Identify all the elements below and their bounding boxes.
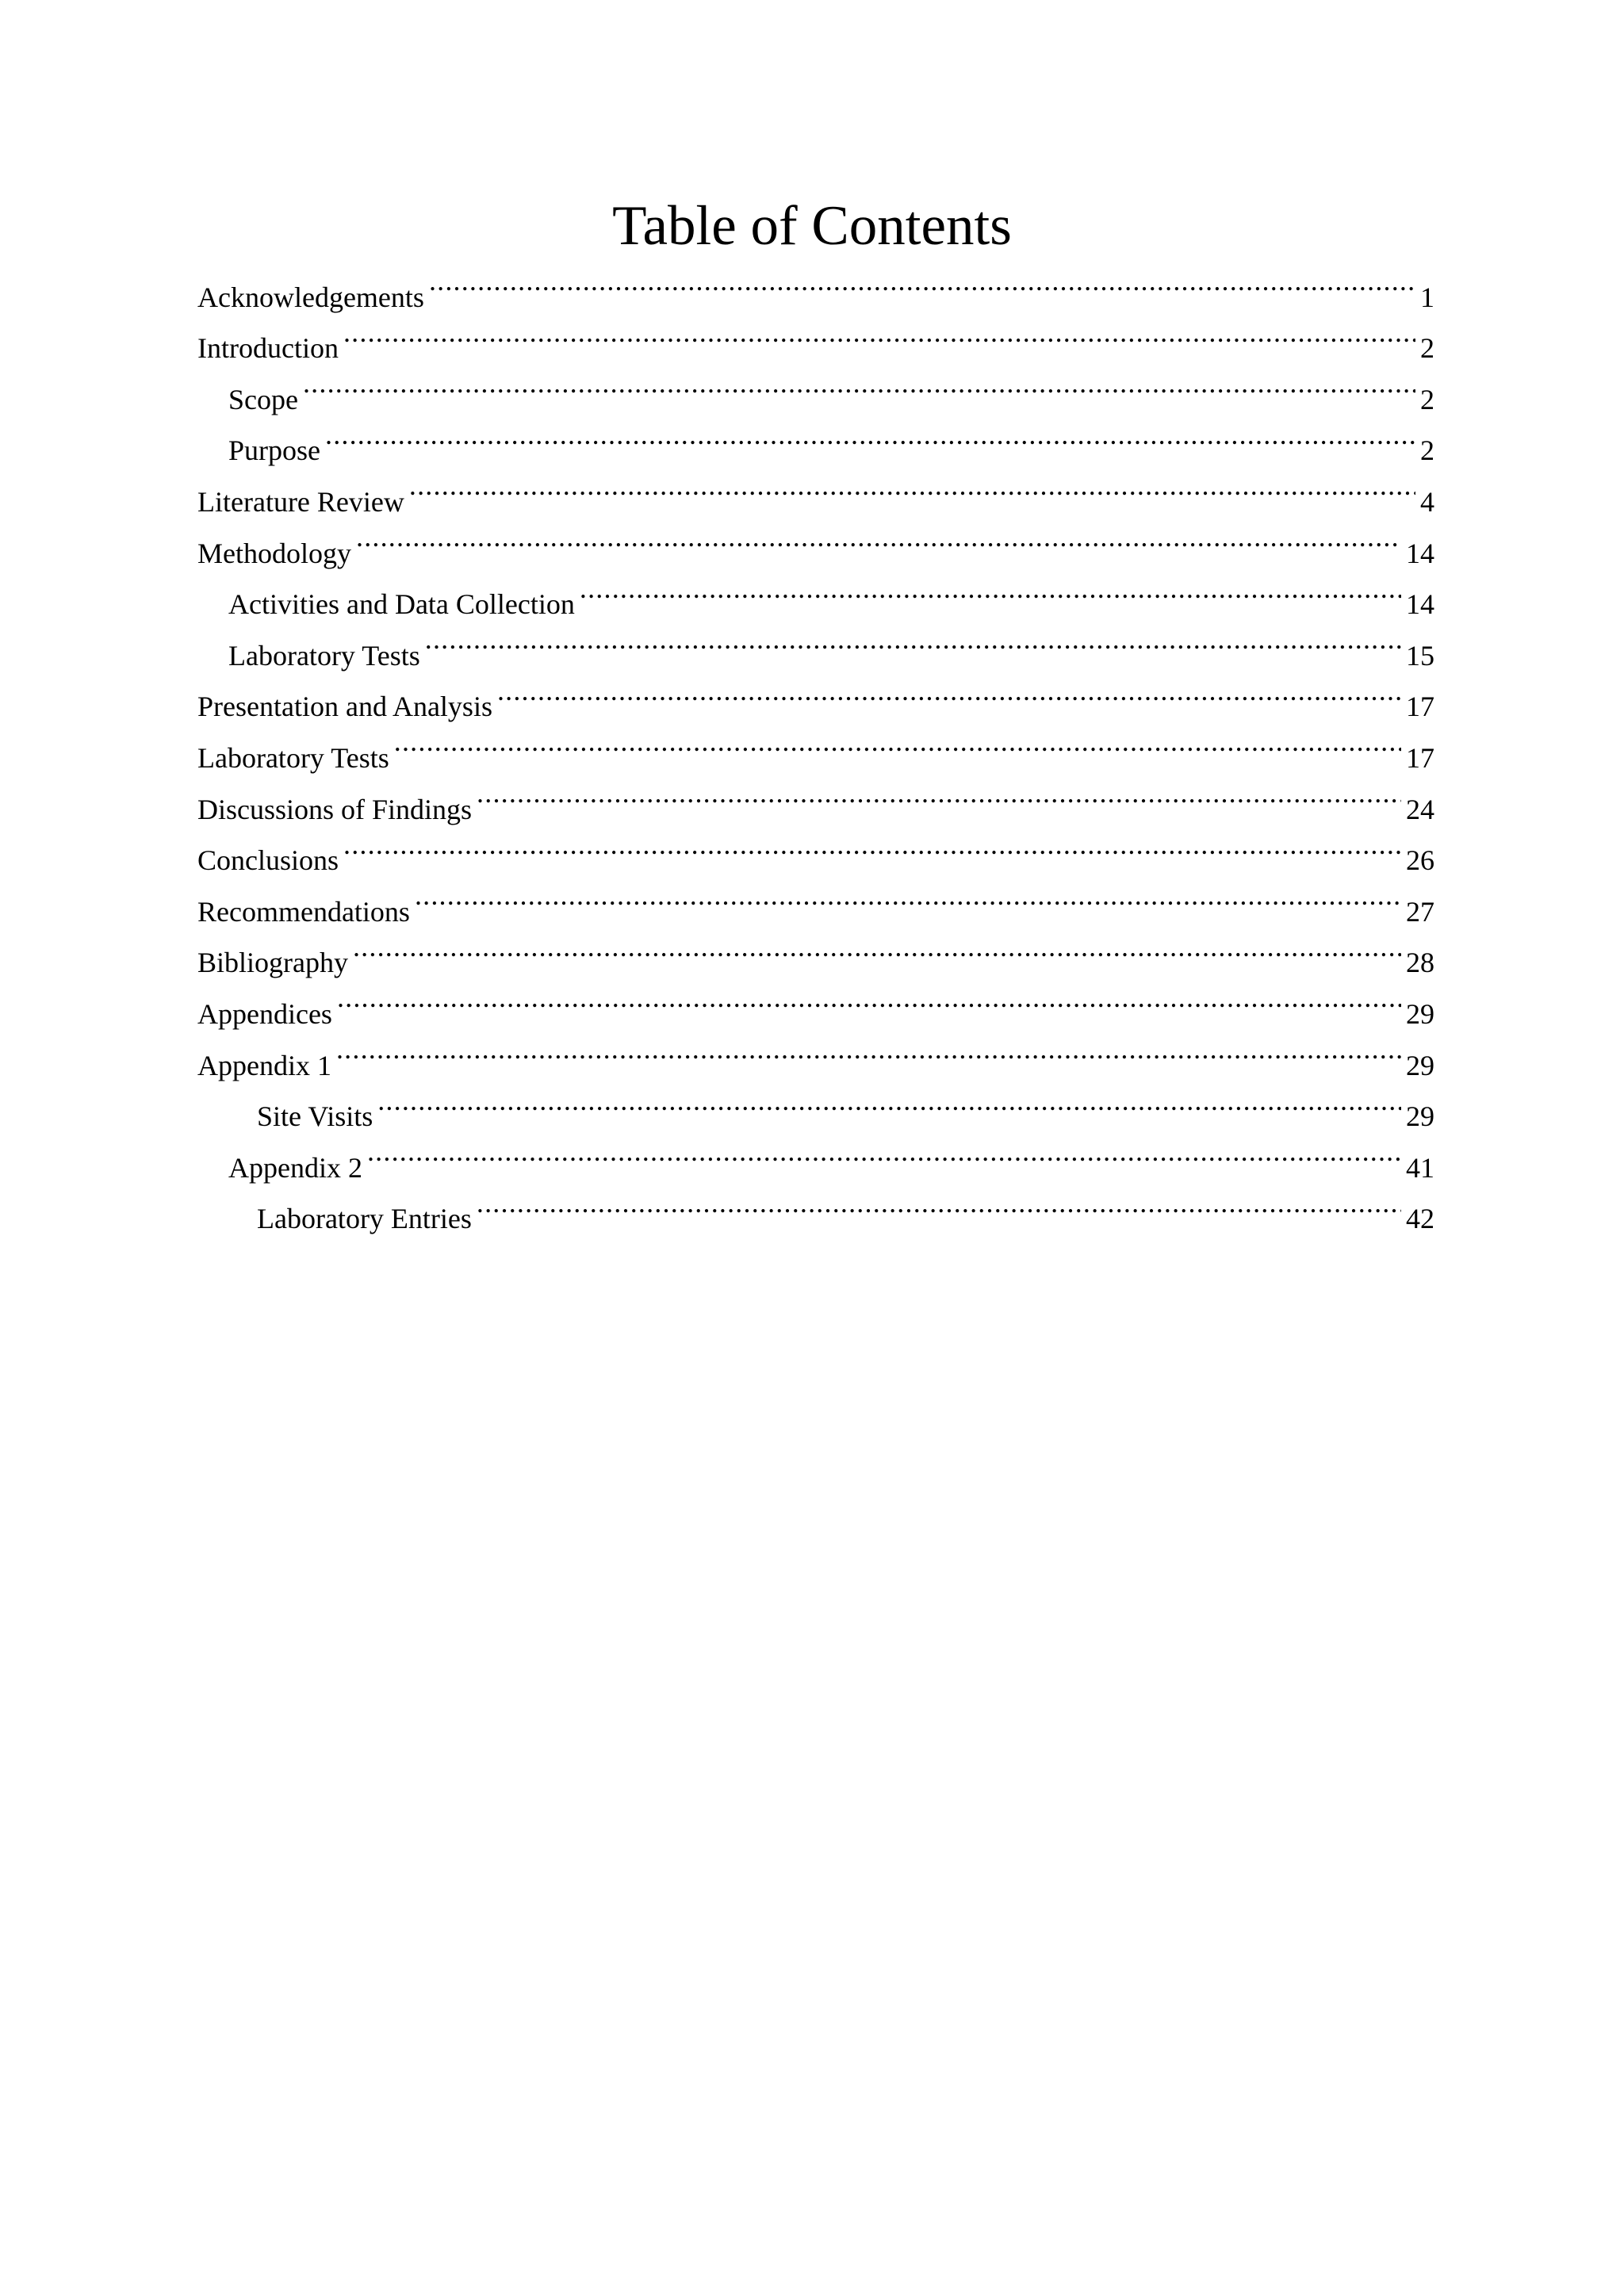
- toc-entry-label: Laboratory Entries: [257, 1203, 472, 1235]
- toc-entry[interactable]: [197, 1177, 1434, 1235]
- toc-entry-page-number: 1: [1420, 281, 1434, 313]
- dot-leader: [343, 307, 1415, 358]
- toc-entry-page-number: 27: [1406, 895, 1434, 928]
- dot-leader: [353, 921, 1401, 973]
- dot-leader: [394, 716, 1401, 767]
- toc-entry-page-number: 4: [1420, 485, 1434, 518]
- toc-entry[interactable]: [197, 460, 1434, 518]
- toc-entry[interactable]: [197, 870, 1434, 928]
- toc-entry-label: Activities and Data Collection: [228, 588, 575, 621]
- toc-entry[interactable]: [197, 921, 1434, 979]
- toc-entry-page-number: 17: [1406, 691, 1434, 723]
- dot-leader: [343, 819, 1401, 871]
- toc-entry-label: Scope: [228, 383, 298, 415]
- toc-entry[interactable]: [197, 1075, 1434, 1133]
- toc-entry-label: Appendix 2: [228, 1151, 362, 1184]
- toc-entry-page-number: 29: [1406, 1049, 1434, 1081]
- toc-entry-label: Appendices: [197, 997, 332, 1030]
- dot-leader: [425, 614, 1401, 665]
- toc-entry-label: Presentation and Analysis: [197, 691, 492, 723]
- table-of-contents: [197, 255, 1434, 1235]
- toc-entry-label: Acknowledgements: [197, 281, 424, 313]
- toc-entry-label: Methodology: [197, 537, 351, 569]
- dot-leader: [477, 1177, 1401, 1229]
- toc-entry-page-number: 42: [1406, 1203, 1434, 1235]
- toc-entry-page-number: 17: [1406, 741, 1434, 774]
- toc-entry-page-number: 41: [1406, 1151, 1434, 1184]
- toc-entry[interactable]: [197, 972, 1434, 1030]
- toc-entry-label: Appendix 1: [197, 1049, 331, 1081]
- dot-leader: [356, 511, 1401, 563]
- toc-entry-page-number: 15: [1406, 639, 1434, 672]
- dot-leader: [429, 255, 1415, 307]
- page-title: Table of Contents: [612, 195, 1012, 257]
- dot-leader: [580, 563, 1401, 614]
- toc-entry[interactable]: [197, 307, 1434, 365]
- toc-entry-page-number: 29: [1406, 1100, 1434, 1133]
- toc-entry-page-number: 29: [1406, 997, 1434, 1030]
- dot-leader: [377, 1075, 1401, 1127]
- toc-entry[interactable]: [197, 511, 1434, 569]
- toc-entry-label: Laboratory Tests: [228, 639, 420, 672]
- toc-entry-label: Bibliography: [197, 947, 348, 979]
- toc-entry-page-number: 28: [1406, 947, 1434, 979]
- toc-entry[interactable]: [197, 819, 1434, 877]
- toc-entry-label: Site Visits: [257, 1100, 373, 1133]
- dot-leader: [303, 358, 1415, 409]
- toc-entry-label: Conclusions: [197, 844, 339, 877]
- toc-entry[interactable]: [197, 358, 1434, 415]
- toc-entry[interactable]: [197, 563, 1434, 621]
- dot-leader: [409, 460, 1415, 511]
- dot-leader: [336, 1024, 1401, 1075]
- toc-entry-label: Laboratory Tests: [197, 741, 389, 774]
- dot-leader: [325, 409, 1415, 461]
- toc-entry-label: Purpose: [228, 434, 320, 467]
- toc-entry-page-number: 24: [1406, 793, 1434, 825]
- dot-leader: [337, 972, 1401, 1024]
- toc-entry[interactable]: [197, 1126, 1434, 1184]
- dot-leader: [415, 870, 1401, 921]
- toc-entry-page-number: 14: [1406, 537, 1434, 569]
- toc-entry-page-number: 2: [1420, 332, 1434, 365]
- toc-entry-page-number: 2: [1420, 434, 1434, 467]
- toc-entry[interactable]: [197, 1024, 1434, 1081]
- toc-entry-page-number: 26: [1406, 844, 1434, 877]
- toc-entry[interactable]: [197, 409, 1434, 467]
- toc-entry[interactable]: [197, 255, 1434, 313]
- dot-leader: [497, 665, 1401, 717]
- toc-entry-label: Literature Review: [197, 485, 404, 518]
- toc-entry-label: Recommendations: [197, 895, 410, 928]
- toc-entry-label: Discussions of Findings: [197, 793, 473, 825]
- toc-entry-label: Introduction: [197, 332, 339, 365]
- dot-leader: [367, 1126, 1401, 1177]
- toc-entry-page-number: 14: [1406, 588, 1434, 621]
- toc-entry-page-number: 2: [1420, 383, 1434, 415]
- dot-leader: [477, 767, 1401, 819]
